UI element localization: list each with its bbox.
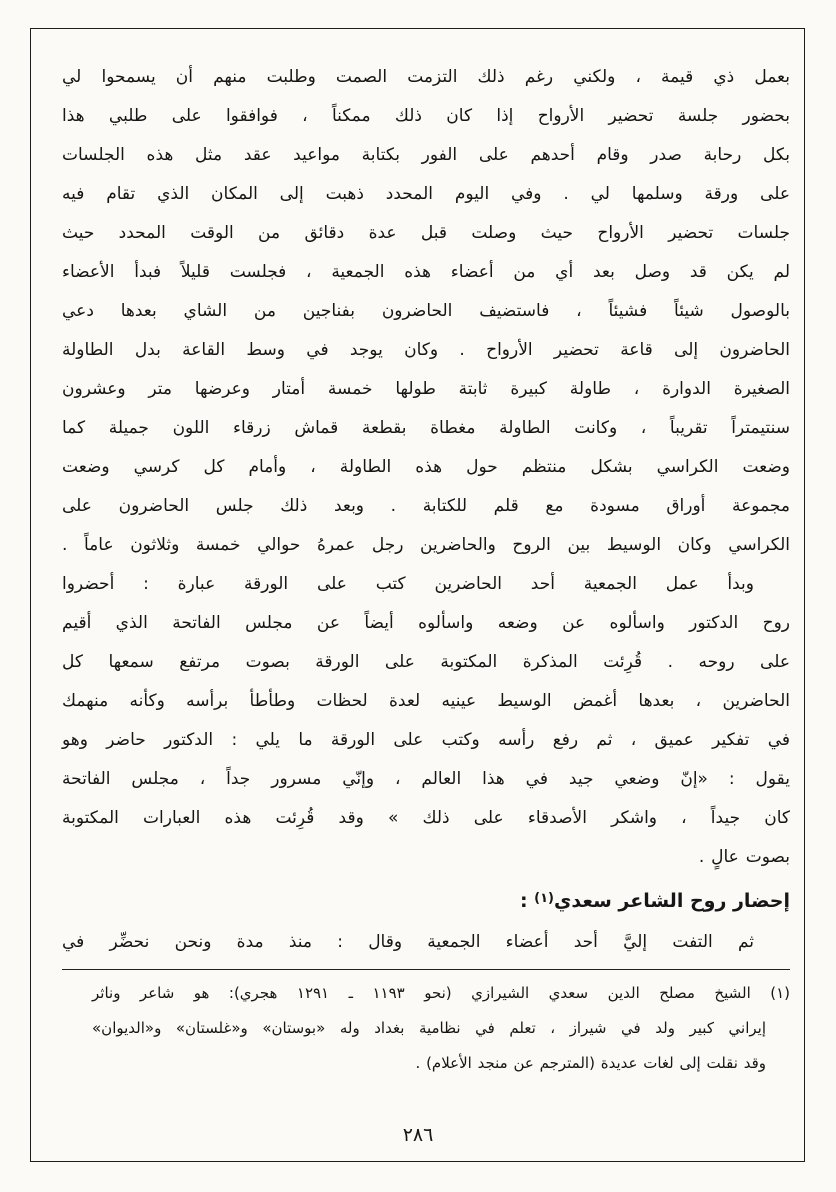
body-line: بعمل ذي قيمة ، ولكني رغم ذلك التزمت الصمت وطلبت منهم أن يسمحوا لي xyxy=(62,67,790,87)
body-line: ثم التفت إليَّ أحد أعضاء الجمعية وقال : منذ مدة ونحن نحضِّر في xyxy=(62,932,754,952)
page-content xyxy=(62,58,790,1081)
body-line: جلسات تحضير الأرواح حيث وصلت قبل عدة دقائق من الوقت المحدد حيث xyxy=(62,223,790,243)
body-line: على روحه . قُرِئت المذكرة المكتوبة على الورقة بصوت مرتفع سمعها كل xyxy=(62,652,790,672)
body-line: في تفكير عميق ، ثم رفع رأسه وكتب على الورقة ما يلي : الدكتور حاضر وهو xyxy=(62,730,790,750)
footnote-line: (١) الشيخ مصلح الدين سعدي الشيرازي (نحو ١١٩٣ ـ ١٢٩١ هجري): هو شاعر وناثر xyxy=(92,984,790,1002)
body-line: بصوت عالٍ . xyxy=(698,847,790,867)
body-line: بحضور جلسة تحضير الأرواح إذا كان ذلك ممكناً ، فوافقوا على طلبي هذا xyxy=(62,106,790,126)
body-line: الحاضرين ، بعدها أغمض الوسيط عينيه لعدة لحظات وطأطأ برأسه وكأنه منهمك xyxy=(62,691,790,711)
body-line: لم يكن قد وصل بعد أي من أعضاء هذه الجمعية ، فجلست قليلاً فبدأ الأعضاء xyxy=(62,262,790,282)
section-heading-text: إحضار روح الشاعر سعدي xyxy=(554,890,790,912)
body-line: مجموعة أوراق مسودة مع قلم للكتابة . وبعد ذلك جلس الحاضرون على xyxy=(62,496,790,516)
body-line: سنتيمتراً تقريباً ، وكانت الطاولة مغطاة بقطعة قماش زرقاء اللون جميلة كما xyxy=(62,418,790,438)
body-line: الكراسي وكان الوسيط بين الروح والحاضرين رجل عمرهُ حوالي خمسة وثلاثون عاماً . xyxy=(62,535,790,555)
body-line: وبدأ عمل الجمعية أحد الحاضرين كتب على الورقة عبارة : أحضروا xyxy=(62,574,754,594)
body-line: الحاضرون إلى قاعة تحضير الأرواح . وكان يوجد في وسط القاعة بدل الطاولة xyxy=(62,340,790,360)
body-line: على ورقة وسلمها لي . وفي اليوم المحدد ذهبت إلى المكان الذي تقام فيه xyxy=(62,184,790,204)
body-line: كان جيداً ، واشكر الأصدقاء على ذلك » وقد قُرِئت هذه العبارات المكتوبة xyxy=(62,808,790,828)
section-heading xyxy=(62,877,790,923)
page-number: ٢٨٦ xyxy=(402,1124,434,1146)
footnote-line: وقد نقلت إلى لغات عديدة (المترجم عن منجد الأعلام) . xyxy=(415,1054,766,1072)
footnote-ref-marker: (١) xyxy=(534,891,554,906)
body-line: روح الدكتور واسألوه عن وضعه واسألوه أيضاً عن مجلس الفاتحة الذي أقيم xyxy=(62,613,790,633)
footnote-block xyxy=(62,976,790,1081)
footnote-line: إيراني كبير ولد في شيراز ، تعلم في نظامية بغداد وله «بوستان» و«غلستان» و«الديوان» xyxy=(92,1019,766,1037)
footnote-separator xyxy=(62,969,790,970)
body-line: يقول : «إنّ وضعي جيد في هذا العالم ، وإنّي مسرور جداً ، مجلس الفاتحة xyxy=(62,769,790,789)
section-heading-colon: : xyxy=(519,890,535,912)
body-line: بالوصول شيئاً فشيئاً ، فاستضيف الحاضرون بفناجين من الشاي بعدها دعي xyxy=(62,301,790,321)
body-line: الصغيرة الدوارة ، طاولة كبيرة ثابتة طولها خمسة أمتار وعرضها متر وعشرون xyxy=(62,379,790,399)
body-text xyxy=(62,58,790,877)
body-line: بكل رحابة صدر وقام أحدهم على الفور بكتابة مواعيد عقد مثل هذه الجلسات xyxy=(62,145,790,165)
body-line: وضعت الكراسي بشكل منتظم حول هذه الطاولة ، وأمام كل كرسي وضعت xyxy=(62,457,790,477)
